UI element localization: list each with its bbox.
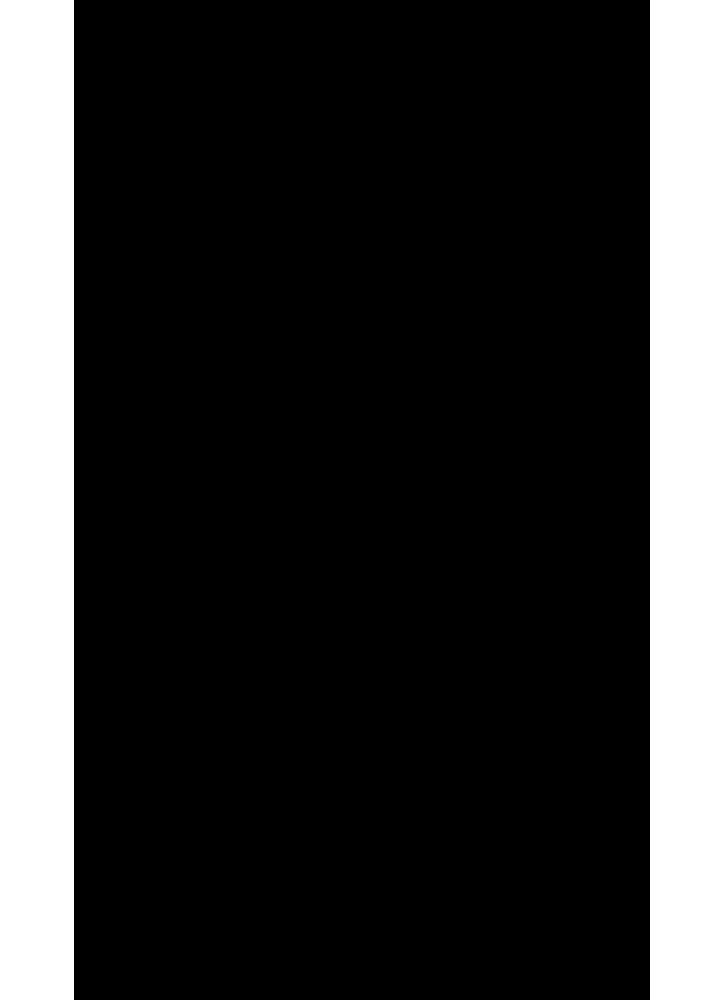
paragraph: — Звучить непогано, — зауважив Бонд, зі сумнівом подумавши про морозиво з підливкою із вершкового масла і паленого цукру. Вони всілися за столик та неподільно насолоджувалися кожною випущеною стравою, яку їм запропонувала місцева американська кухня. <box>136 84 578 196</box>
opening-paragraph-text: ірий «Бентлі» 1933 року випуску — з відкидним верхом, об’ємом двигуна 4,5 літра та удосконаленим компресором — щойно був виведений з гаража Бонда. Машина завелася відразу ж після натискання на автоматичний стартер. Бонд увімкнув подвійні протитуманні фари й обережно виїхав на Кінґс-роуд, а далі по Слоунстріт вирушив у напрямку Гайд-парку. <box>136 552 578 688</box>
paragraph: Начальник канцелярії містера М., зателефонувавши вчасно, повідомив, що М. хоче бачити Бонда наступного ранку о дев’ятій. <box>136 694 578 735</box>
paragraph: — Трохи зарано, — вибачливо сказав, — але шеф прагне діяти. Він розмірковував над цим кілька тижнів. І, гадаю, врешті надумав. <box>136 741 578 783</box>
chapter-title: РОЗМОВА З М. <box>308 505 416 520</box>
text-section-two <box>136 544 578 833</box>
paragraph: Нігтем великого пальця Бонд розпечатав пачку «Честерфілдів» і, вручивши заспокоїшись у комфортабельному кріслі розкішної теплої кімнати, подумки повернувся до подій двотижневої давності — до того холодного й похмурого січневого дня, коли він вийшов зі своєї квартири в Челсі у понурий морок лондонського туману. <box>136 321 578 433</box>
opening-paragraph <box>136 544 578 691</box>
paragraph: — Чи не можете ви повідомити мені телефоном, якого сектору це стосується? <box>136 789 578 830</box>
page-number: 17 <box>567 918 580 933</box>
running-title: Живи і дай померти <box>118 918 243 933</box>
book-page <box>74 0 650 1000</box>
paragraph: Говорити вони мало, й лише коли їм подали каву і прибрали посуд, капітан виймав із рота п’ядесятицентову сигару та рішуче прочистив горло. <box>136 202 578 267</box>
drop-cap: С <box>136 544 155 574</box>
paragraph: — Містере Бонд, — мовив, — тепер, можливо, ви розкажете нам, що вам відомо про цю справу… <box>136 273 578 315</box>
text-section-one <box>136 81 578 437</box>
